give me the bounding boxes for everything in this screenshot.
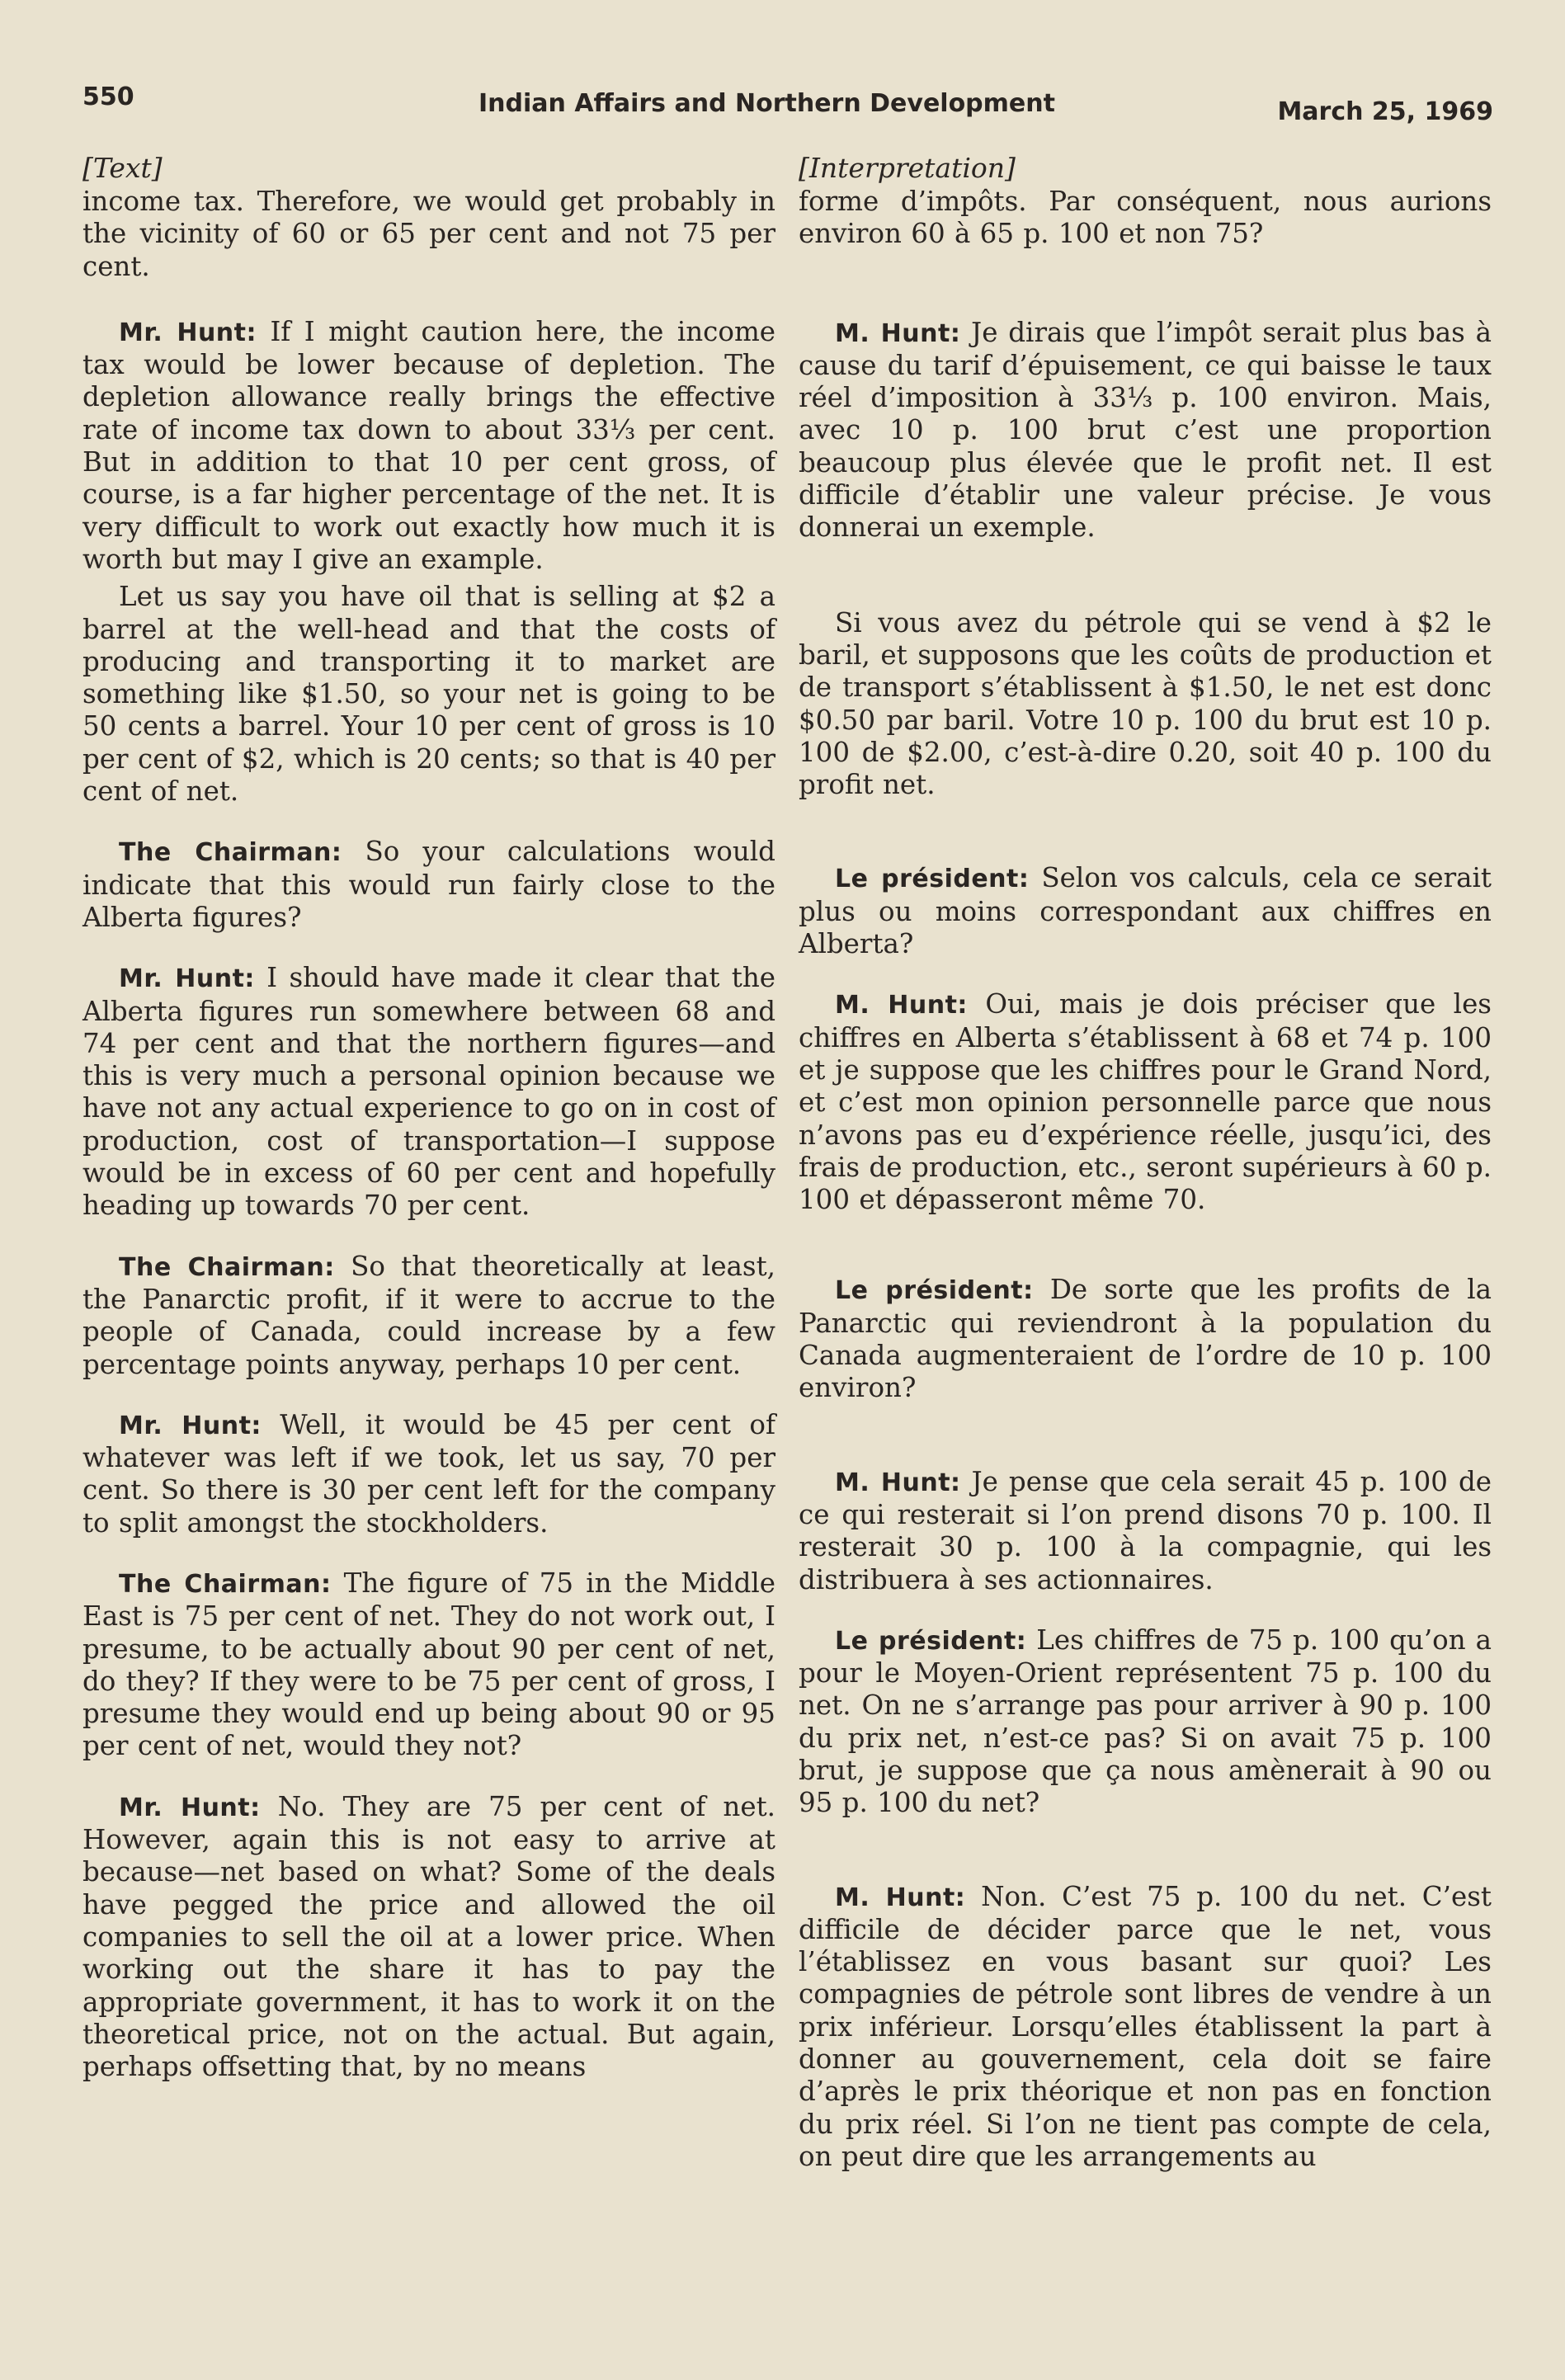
paragraph-text: Si vous avez du pétrole qui se vend à $2 le baril, et supposons que les coûts de production et de transport s’établissent à $1.50, le net est donc $0.50 par baril. Votre 10 p. 100 du brut est 10 p. 100 de $2.00, c’est-à-dire 0.20, soit 40 p. 100 du profit net. — [799, 606, 1492, 801]
paragraph — [799, 186, 1492, 251]
paragraph — [82, 836, 775, 934]
paragraph-text: Je dirais que l’impôt serait plus bas à cause du tarif d’épuisement, ce qui baisse le taux réel d’imposition à 33⅓ p. 100 environ. Mais, avec 10 p. 100 brut c’est une proportion beaucoup plus élevée que le profit net. Il est difficile d’établir une valeur précise. Je vous donnerai un exemple. — [799, 316, 1492, 544]
paragraph-text: The figure of 75 in the Middle East is 75 per cent of net. They do not work out, I presume, to be actually about 90 per cent of net, do they? If they were to be 75 per cent of gross, I presume they would end up being about 90 or 95 per cent of net, would they not? — [82, 1567, 775, 1762]
paragraph — [799, 1624, 1492, 1820]
speaker-name: M. Hunt: — [835, 1468, 961, 1497]
paragraph — [82, 1791, 775, 2084]
speaker-name: Le président: — [835, 865, 1030, 894]
speaker-name: Mr. Hunt: — [119, 318, 257, 347]
paragraph-text: No. They are 75 per cent of net. However, again this is not easy to arrive at because—net based on what? Some of the deals have pegged the price and allowed the oil companies to sell the oil at a lower price. When working out the share it has to pay the appropriate government, it has to work it on the theoretical price, not on the actual. But again, perhaps offsetting that, by no means — [82, 1790, 775, 2083]
paragraph-text: De sorte que les profits de la Panarctic qui reviendront à la population du Canada augmenteraient de l’ordre de 10 p. 100 environ? — [799, 1274, 1492, 1404]
english-column — [82, 153, 775, 2083]
paragraph — [82, 316, 775, 576]
paragraph-text: Let us say you have oil that is selling at $2 a barrel at the well-head and that the costs of producing and transporting it to market are something like $1.50, so your net is going to be 50 cents a barrel. Your 10 per cent of gross is 10 per cent of $2, which is 20 cents; so that is 40 per cent of net. — [82, 581, 775, 808]
paragraph-text: forme d’impôts. Par conséquent, nous aurions environ 60 à 65 p. 100 et non 75? — [799, 186, 1492, 250]
page-header — [82, 82, 1493, 132]
paragraph-text: Les chiffres de 75 p. 100 qu’on a pour le Moyen-Orient représentent 75 p. 100 du net. On ne s’arrange pas pour arriver à 90 p. 100 du prix net, n’est-ce pas? Si on avait 75 p. 100 brut, je suppose que ça nous amènerait à 90 ou 95 p. 100 du net? — [799, 1624, 1492, 1819]
paragraph-text: Je pense que cela serait 45 p. 100 de ce qui resterait si l’on prend disons 70 p. 100. Il resterait 30 p. 100 à la compagnie, qui les distribuera à ses actionnaires. — [799, 1465, 1492, 1595]
speaker-name: The Chairman: — [119, 1252, 335, 1282]
paragraph-text: I should have made it clear that the Alberta figures run somewhere between 68 and 74 per cent and that the northern figures—and this is very much a personal opinion because we have not any actual experience to go on in cost of production, cost of transportation—I suppose would be in excess of 60 per cent and hopefully heading up towards 70 per cent. — [82, 962, 775, 1222]
paragraph — [82, 1251, 775, 1381]
french-column — [799, 153, 1492, 2173]
paragraph-text: Non. C’est 75 p. 100 du net. C’est difficile de décider parce que le net, vous l’établissez en vous basant sur quoi? Les compagnies de pétrole sont libres de vendre à un prix inférieur. Lorsqu’elles établissent la part à donner au gouvernement, cela doit se faire d’après le prix théorique et non pas en fonction du prix réel. Si l’on ne tient pas compte de cela, on peut dire que les arrangements au — [799, 1880, 1492, 2172]
paragraph — [799, 317, 1492, 544]
paragraph — [799, 1466, 1492, 1596]
paragraph-text: So that theoretically at least, the Panarctic profit, if it were to accrue to the people of Canada, could increase by a few percentage points anyway, perhaps 10 per cent. — [82, 1250, 775, 1380]
session-date: March 25, 1969 — [1277, 97, 1493, 126]
publication-title: Indian Affairs and Northern Development — [478, 89, 1055, 118]
paragraph — [799, 607, 1492, 802]
paragraph — [82, 1567, 775, 1763]
speaker-name: M. Hunt: — [835, 318, 961, 348]
column-label: [Interpretation] — [799, 152, 1016, 184]
column-label: [Text] — [82, 152, 163, 184]
paragraph-text: Oui, mais je dois préciser que les chiffres en Alberta s’établissent à 68 et 74 p. 100 et je suppose que les chiffres pour le Grand Nord, et c’est mon opinion personnelle parce que nous n’avons pas eu d’expérience réelle, jusqu’ici, des frais de production, etc., seront supérieurs à 60 p. 100 et dépasseront même 70. — [799, 988, 1492, 1216]
paragraph — [799, 1274, 1492, 1404]
speaker-name: M. Hunt: — [835, 991, 968, 1020]
paragraph — [82, 581, 775, 808]
speaker-name: The Chairman: — [119, 1569, 332, 1599]
paragraph-text: income tax. Therefore, we would get probably in the vicinity of 60 or 65 per cent and not 75 per cent. — [82, 186, 775, 282]
speaker-name: Mr. Hunt: — [119, 964, 255, 994]
paragraph — [82, 962, 775, 1222]
paragraph — [799, 1881, 1492, 2174]
paragraph — [82, 186, 775, 283]
paragraph — [82, 1409, 775, 1539]
speaker-name: The Chairman: — [119, 838, 342, 868]
paragraph-text: Selon vos calculs, cela ce serait plus ou moins correspondant aux chiffres en Alberta? — [799, 862, 1492, 960]
speaker-name: Le président: — [835, 1276, 1034, 1306]
page-number: 550 — [82, 82, 134, 111]
paragraph-text: If I might caution here, the income tax would be lower because of depletion. The depletion allowance really brings the effective rate of income tax down to about 33⅓ per cent. But in addition to that 10 per cent gross, of course, is a far higher percentage of the net. It is very difficult to work out exactly how much it is worth but may I give an example. — [82, 315, 776, 575]
speaker-name: Mr. Hunt: — [119, 1411, 262, 1440]
paragraph-text: So your calculations would indicate that this would run fairly close to the Alberta figures? — [82, 836, 775, 933]
paragraph — [799, 988, 1492, 1216]
speaker-name: Mr. Hunt: — [119, 1793, 261, 1822]
paragraph — [799, 862, 1492, 960]
paragraph-text: Well, it would be 45 per cent of whatever was left if we took, let us say, 70 per cent. So there is 30 per cent left for the company to split amongst the stockholders. — [82, 1408, 775, 1539]
speaker-name: M. Hunt: — [835, 1883, 966, 1912]
speaker-name: Le président: — [835, 1626, 1027, 1656]
